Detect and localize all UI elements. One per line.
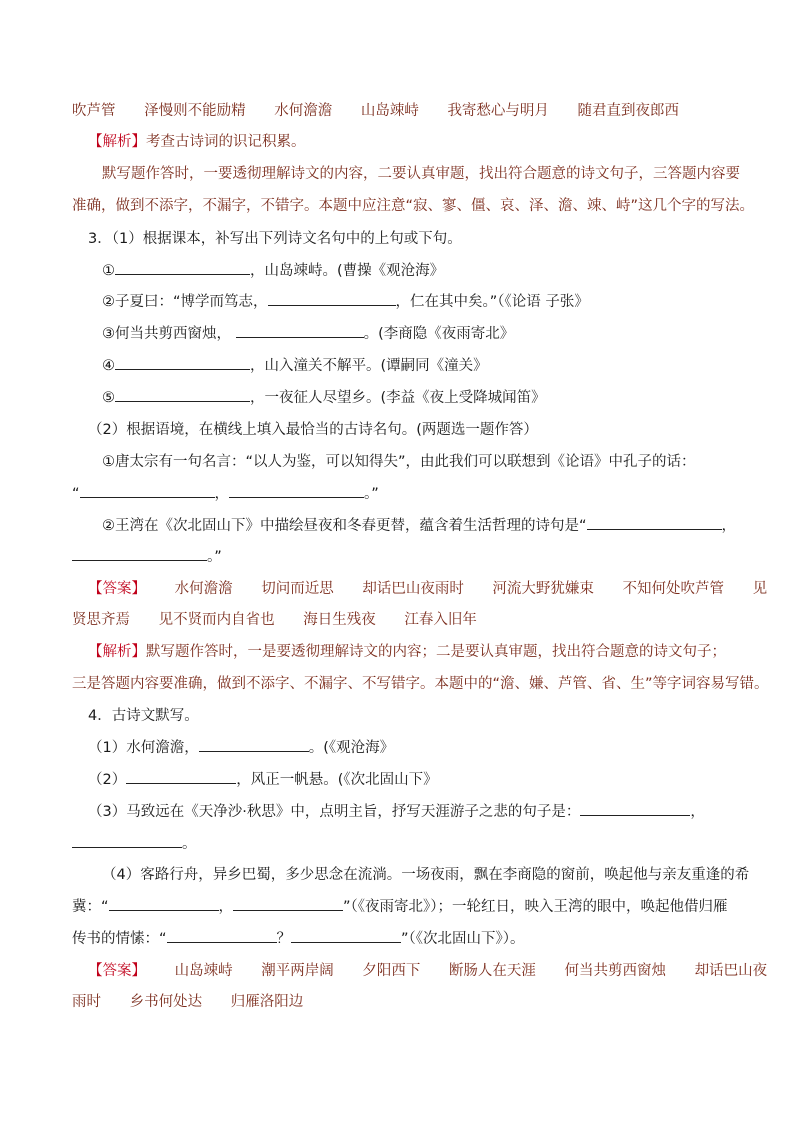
- question-item: [72, 546, 734, 568]
- question-item: ①唐太宗有一句名言：“以人为鉴，可以知得失”，由此我们可以联想到《论语》中孔子的话：: [102, 454, 696, 470]
- item-text: ，: [218, 899, 234, 915]
- answer-item: 见不贤而内自省也: [158, 612, 275, 628]
- question-item: [88, 801, 734, 823]
- item-text: ，山入潼关不解平。(谭嗣同《潼关》: [250, 358, 488, 374]
- answer-tag: 【答案】: [88, 963, 146, 979]
- sub-question-title: （2）根据语境，在横线上填入最恰当的古诗名句。(两题选一题作答）: [88, 422, 538, 438]
- answer-item: 随君直到夜郎西: [577, 103, 680, 119]
- answer-blank[interactable]: [229, 483, 364, 498]
- answer-item: 雨时: [72, 994, 101, 1010]
- item-text: 。”: [364, 486, 379, 502]
- item-text: ⑤: [102, 390, 115, 406]
- question-item: [72, 483, 734, 505]
- answer-item: 何当共剪西窗烛: [564, 963, 667, 979]
- item-text: ，风正一帆悬。(《次北固山下》: [236, 772, 438, 788]
- answer-item: 泽慢则不能励精: [144, 103, 246, 119]
- question-item: [72, 833, 734, 855]
- answer-item: 潮平两岸阔: [261, 963, 334, 979]
- answer-item: 江春入旧年: [404, 612, 477, 628]
- item-text: ”（《夜雨寄北》）；一轮红日，映入王湾的眼中，唤起他借归雁: [343, 899, 728, 915]
- analysis-text: 考查古诗词的识记积累。: [146, 134, 306, 150]
- answer-line: [72, 100, 734, 122]
- question-item: （4）客路行舟，异乡巴蜀，多少思念在流淌。一场夜雨，飘在李商隐的窗前，唤起他与亲友重逢的希: [102, 867, 750, 883]
- question-item: [102, 355, 734, 377]
- answer-item: 山岛竦峙: [360, 103, 419, 119]
- question-item: [102, 387, 734, 409]
- item-text: （3）马致远在《天净沙·秋思》中，点明主旨，抒写天涯游子之悲的句子是：: [88, 804, 581, 820]
- item-text: ，: [690, 804, 705, 820]
- answer-blank[interactable]: [236, 323, 364, 338]
- answer-blank[interactable]: [80, 483, 215, 498]
- answer-item: 夕阳西下: [362, 963, 421, 979]
- answer-tag: 【答案】: [88, 581, 146, 597]
- item-text: ②王湾在《次北固山下》中描绘昼夜和冬春更替，蕴含着生活哲理的诗句是“: [102, 518, 587, 534]
- item-text: ”（《次北固山下》）。: [401, 931, 525, 947]
- answer-line: [72, 991, 734, 1013]
- item-text: ，: [214, 486, 230, 502]
- item-text: ④: [102, 358, 115, 374]
- answer-blank[interactable]: [268, 291, 396, 306]
- answer-blank[interactable]: [115, 260, 250, 275]
- item-text: ，仁在其中矣。”（《论语 子张》: [395, 294, 589, 310]
- answer-item: 见: [752, 581, 768, 597]
- item-text: （2）: [88, 772, 127, 788]
- item-text: 冀：“: [72, 899, 109, 915]
- question-title: 3．（1）根据课本，补写出下列诗文名句中的上句或下句。: [88, 231, 462, 247]
- answer-item: 切问而近思: [261, 581, 334, 597]
- item-text: ？: [276, 931, 292, 947]
- analysis-line: [88, 131, 734, 153]
- item-text: （1）水何澹澹，: [88, 740, 199, 756]
- item-text: ，一夜征人尽望乡。(李益《夜上受降城闻笛》: [250, 390, 546, 406]
- analysis-paragraph: 默写题作答时，一要透彻理解诗文的内容，二要认真审题，找出符合题意的诗文句子，三答题内容要: [102, 166, 740, 182]
- answer-line: [72, 609, 734, 631]
- answer-item: 河流大野犹嫌束: [492, 581, 594, 597]
- answer-item: 水何澹澹: [274, 103, 333, 119]
- item-text: 传书的情愫：“: [72, 931, 167, 947]
- item-text: ②子夏曰：“博学而笃志，: [102, 294, 268, 310]
- question-item: [102, 515, 737, 537]
- item-text: ，山岛竦峙。(曹操《观沧海》: [250, 263, 445, 279]
- question-item: [102, 323, 734, 345]
- answer-item: 却话巴山夜: [694, 963, 768, 979]
- answer-line: [88, 578, 768, 600]
- answer-blank[interactable]: [587, 515, 722, 530]
- item-text: ③何当共剪西窗烛，: [102, 326, 231, 342]
- question-item: [102, 260, 734, 282]
- answer-item: 不知何处吹芦管: [622, 581, 725, 597]
- question-item: [72, 928, 734, 950]
- answer-item: 归雁洛阳边: [230, 994, 304, 1010]
- answer-blank[interactable]: [580, 801, 690, 816]
- analysis-tag: 【解析】: [88, 644, 146, 660]
- analysis-line: [88, 641, 734, 663]
- answer-item: 断肠人在天涯: [448, 963, 536, 979]
- answer-item: 却话巴山夜雨时: [362, 581, 464, 597]
- answer-item: 山岛竦峙: [174, 963, 233, 979]
- analysis-paragraph: 准确，做到不添字，不漏字，不错字。本题中应注意“寂、寥、僵、哀、泽、澹、竦、峙”这几个字的写法。: [72, 198, 755, 214]
- answer-item: 水何澹澹: [174, 581, 233, 597]
- item-text: 。: [182, 836, 197, 852]
- question-title: 4．古诗文默写。: [88, 708, 199, 724]
- answer-item: 吹芦管: [72, 103, 116, 119]
- question-item: [88, 769, 734, 791]
- question-item: [88, 737, 734, 759]
- answer-blank[interactable]: [233, 896, 343, 911]
- question-item: [102, 291, 734, 313]
- answer-blank[interactable]: [126, 769, 236, 784]
- item-text: “: [72, 486, 80, 502]
- answer-item: 我寄愁心与明月: [447, 103, 549, 119]
- answer-item: 贤思齐焉: [72, 612, 130, 628]
- answer-blank[interactable]: [115, 387, 250, 402]
- item-text: ①: [102, 263, 115, 279]
- answer-item: 海日生残夜: [303, 612, 376, 628]
- item-text: 。”: [207, 549, 222, 565]
- answer-blank[interactable]: [167, 928, 277, 943]
- item-text: 。(李商隐《夜雨寄北》: [363, 326, 515, 342]
- analysis-tag: 【解析】: [88, 134, 146, 150]
- answer-blank[interactable]: [199, 737, 309, 752]
- answer-line: [88, 960, 768, 982]
- answer-blank[interactable]: [291, 928, 401, 943]
- answer-blank[interactable]: [109, 896, 219, 911]
- item-text: ，: [721, 518, 737, 534]
- analysis-text: 默写题作答时，一是要透彻理解诗文的内容；二是要认真审题，找出符合题意的诗文句子；: [146, 644, 726, 660]
- item-text: 。(《观沧海》: [308, 740, 395, 756]
- answer-item: 乡书何处达: [129, 994, 203, 1010]
- answer-blank[interactable]: [115, 355, 250, 370]
- answer-blank[interactable]: [72, 546, 207, 561]
- question-item: [72, 896, 734, 918]
- analysis-paragraph: 三是答题内容要准确，做到不添字、不漏字、不写错字。本题中的“澹、嫌、芦管、省、生”等字词容易写错。: [72, 676, 769, 692]
- answer-blank[interactable]: [72, 833, 182, 848]
